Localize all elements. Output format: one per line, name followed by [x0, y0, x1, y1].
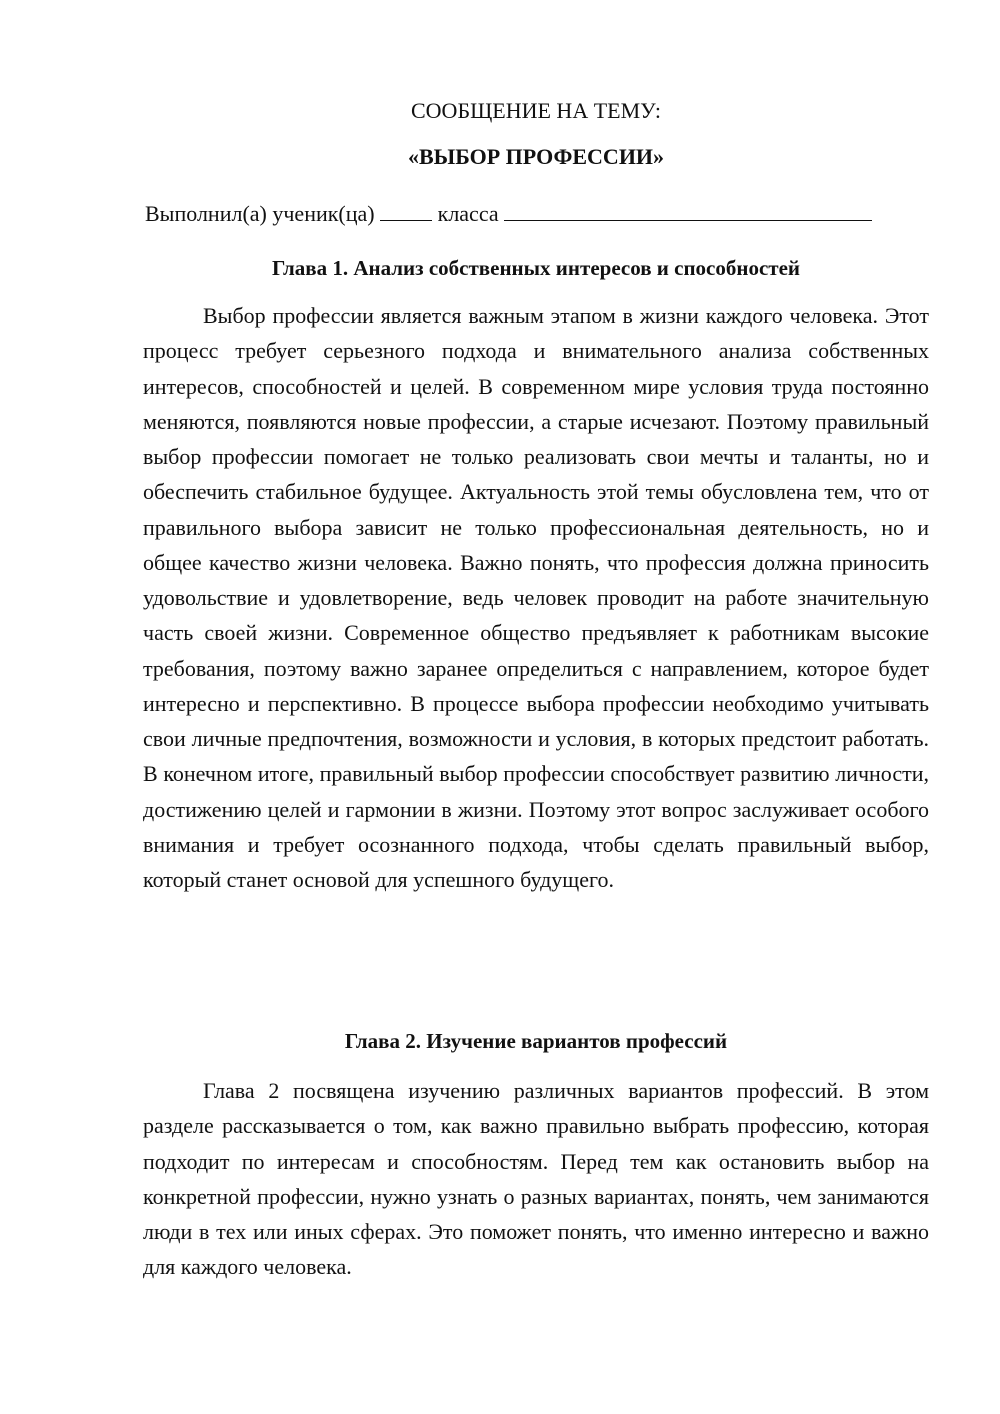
author-line [145, 198, 929, 229]
chapter-2-paragraph: Глава 2 посвящена изучению различных вариантов профессий. В этом разделе рассказывается о том, как важно правильно выбрать профессию, которая подходит по интересам и способностям. Перед тем как остановить выбор на конкретной профессии, нужно узнать о разных вариантах, понять, чем занимаются люди в тех или иных сферах. Это поможет понять, что именно интересно и важно для каждого человека. [143, 1078, 929, 1280]
student-name-blank [504, 198, 872, 221]
chapter-1-title: Глава 1. Анализ собственных интересов и способностей [271, 256, 801, 280]
chapter-2-title: Глава 2. Изучение вариантов профессий [344, 1029, 728, 1053]
class-label: класса [437, 201, 499, 226]
document-title: «ВЫБОР ПРОФЕССИИ» [407, 144, 665, 169]
chapter-1-paragraph: Выбор профессии является важным этапом в жизни каждого человека. Этот процесс требует серьезного подхода и внимательного анализа собственных интересов, способностей и целей. В современном мире условия труда постоянно меняются, появляются новые профессии, а старые исчезают. Поэтому правильный выбор профессии помогает не только реализовать свои мечты и таланты, но и обеспечить стабильное будущее. Актуальность этой темы обусловлена тем, что от правильного выбора зависит не только профессиональная деятельность, но и общее качество жизни человека. Важно понять, что профессия должна приносить удовольствие и удовлетворение, ведь человек проводит на работе значительную часть своей жизни. Современное общество предъявляет к работникам высокие требования, поэтому важно заранее определиться с направлением, которое будет интересно и перспективно. В процессе выбора профессии необходимо учитывать свои личные предпочтения, возможности и условия, в которых предстоит работать. В конечном итоге, правильный выбор профессии способствует развитию личности, достижению целей и гармонии в жизни. Поэтому этот вопрос заслуживает особого внимания и требует осознанного подхода, чтобы сделать правильный выбор, который станет основой для успешного будущего. [143, 303, 929, 892]
class-number-blank [380, 198, 432, 221]
document-topic: СООБЩЕНИЕ НА ТЕМУ: [411, 98, 661, 123]
performed-by-label: Выполнил(а) ученик(ца) [145, 201, 375, 226]
